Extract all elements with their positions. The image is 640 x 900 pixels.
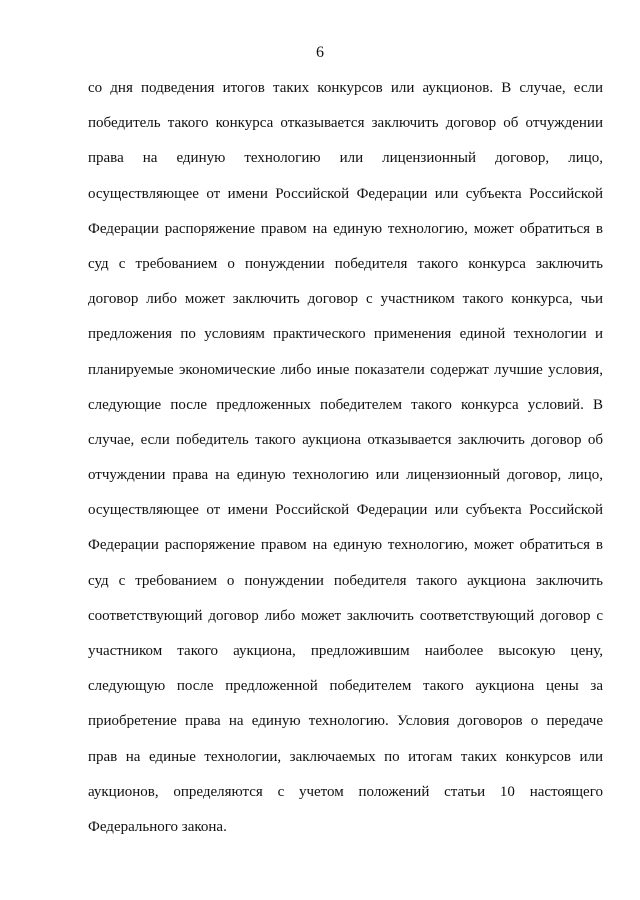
text-line: победитель такого конкурса отказывается заключить договор об отчуждении — [88, 115, 603, 132]
text-line: осуществляющее от имени Российской Федерации или субъекта Российской — [88, 502, 603, 519]
text-line: следующую после предложенной победителем такого аукциона цены за — [88, 678, 603, 695]
body-paragraph — [88, 77, 603, 851]
text-line: соответствующий договор либо может заключить соответствующий договор с — [88, 607, 603, 624]
text-line: Федерации распоряжение правом на единую технологию, может обратиться в — [88, 537, 603, 554]
text-line: предложения по условиям практического применения единой технологии и — [88, 326, 603, 343]
text-line: планируемые экономические либо иные показатели содержат лучшие условия, — [88, 361, 603, 378]
text-line: участником такого аукциона, предложившим наиболее высокую цену, — [88, 643, 603, 659]
text-line: прав на единые технологии, заключаемых по итогам таких конкурсов или — [88, 748, 603, 765]
text-line: аукционов, определяются с учетом положений статьи 10 настоящего — [88, 783, 603, 800]
text-line: отчуждении права на единую технологию или лицензионный договор, лицо, — [88, 467, 603, 484]
text-line: Федерального закона. — [88, 818, 227, 835]
page-number: 6 — [316, 44, 324, 61]
text-line: со дня подведения итогов таких конкурсов или аукционов. В случае, если — [88, 80, 603, 96]
text-line: права на единую технологию или лицензионный договор, лицо, — [88, 150, 603, 167]
text-line: Федерации распоряжение правом на единую технологию, может обратиться в — [88, 220, 603, 237]
text-line: приобретение права на единую технологию. Условия договоров о передаче — [88, 713, 603, 730]
text-line: суд с требованием о понуждении победителя такого аукциона заключить — [88, 572, 603, 589]
text-line: следующие после предложенных победителем такого конкурса условий. В — [88, 396, 603, 413]
text-line: случае, если победитель такого аукциона отказывается заключить договор об — [88, 431, 603, 448]
text-line: осуществляющее от имени Российской Федерации или субъекта Российской — [88, 185, 603, 202]
text-line: договор либо может заключить договор с участником такого конкурса, чьи — [88, 291, 603, 308]
text-line: суд с требованием о понуждении победителя такого конкурса заключить — [88, 255, 603, 272]
